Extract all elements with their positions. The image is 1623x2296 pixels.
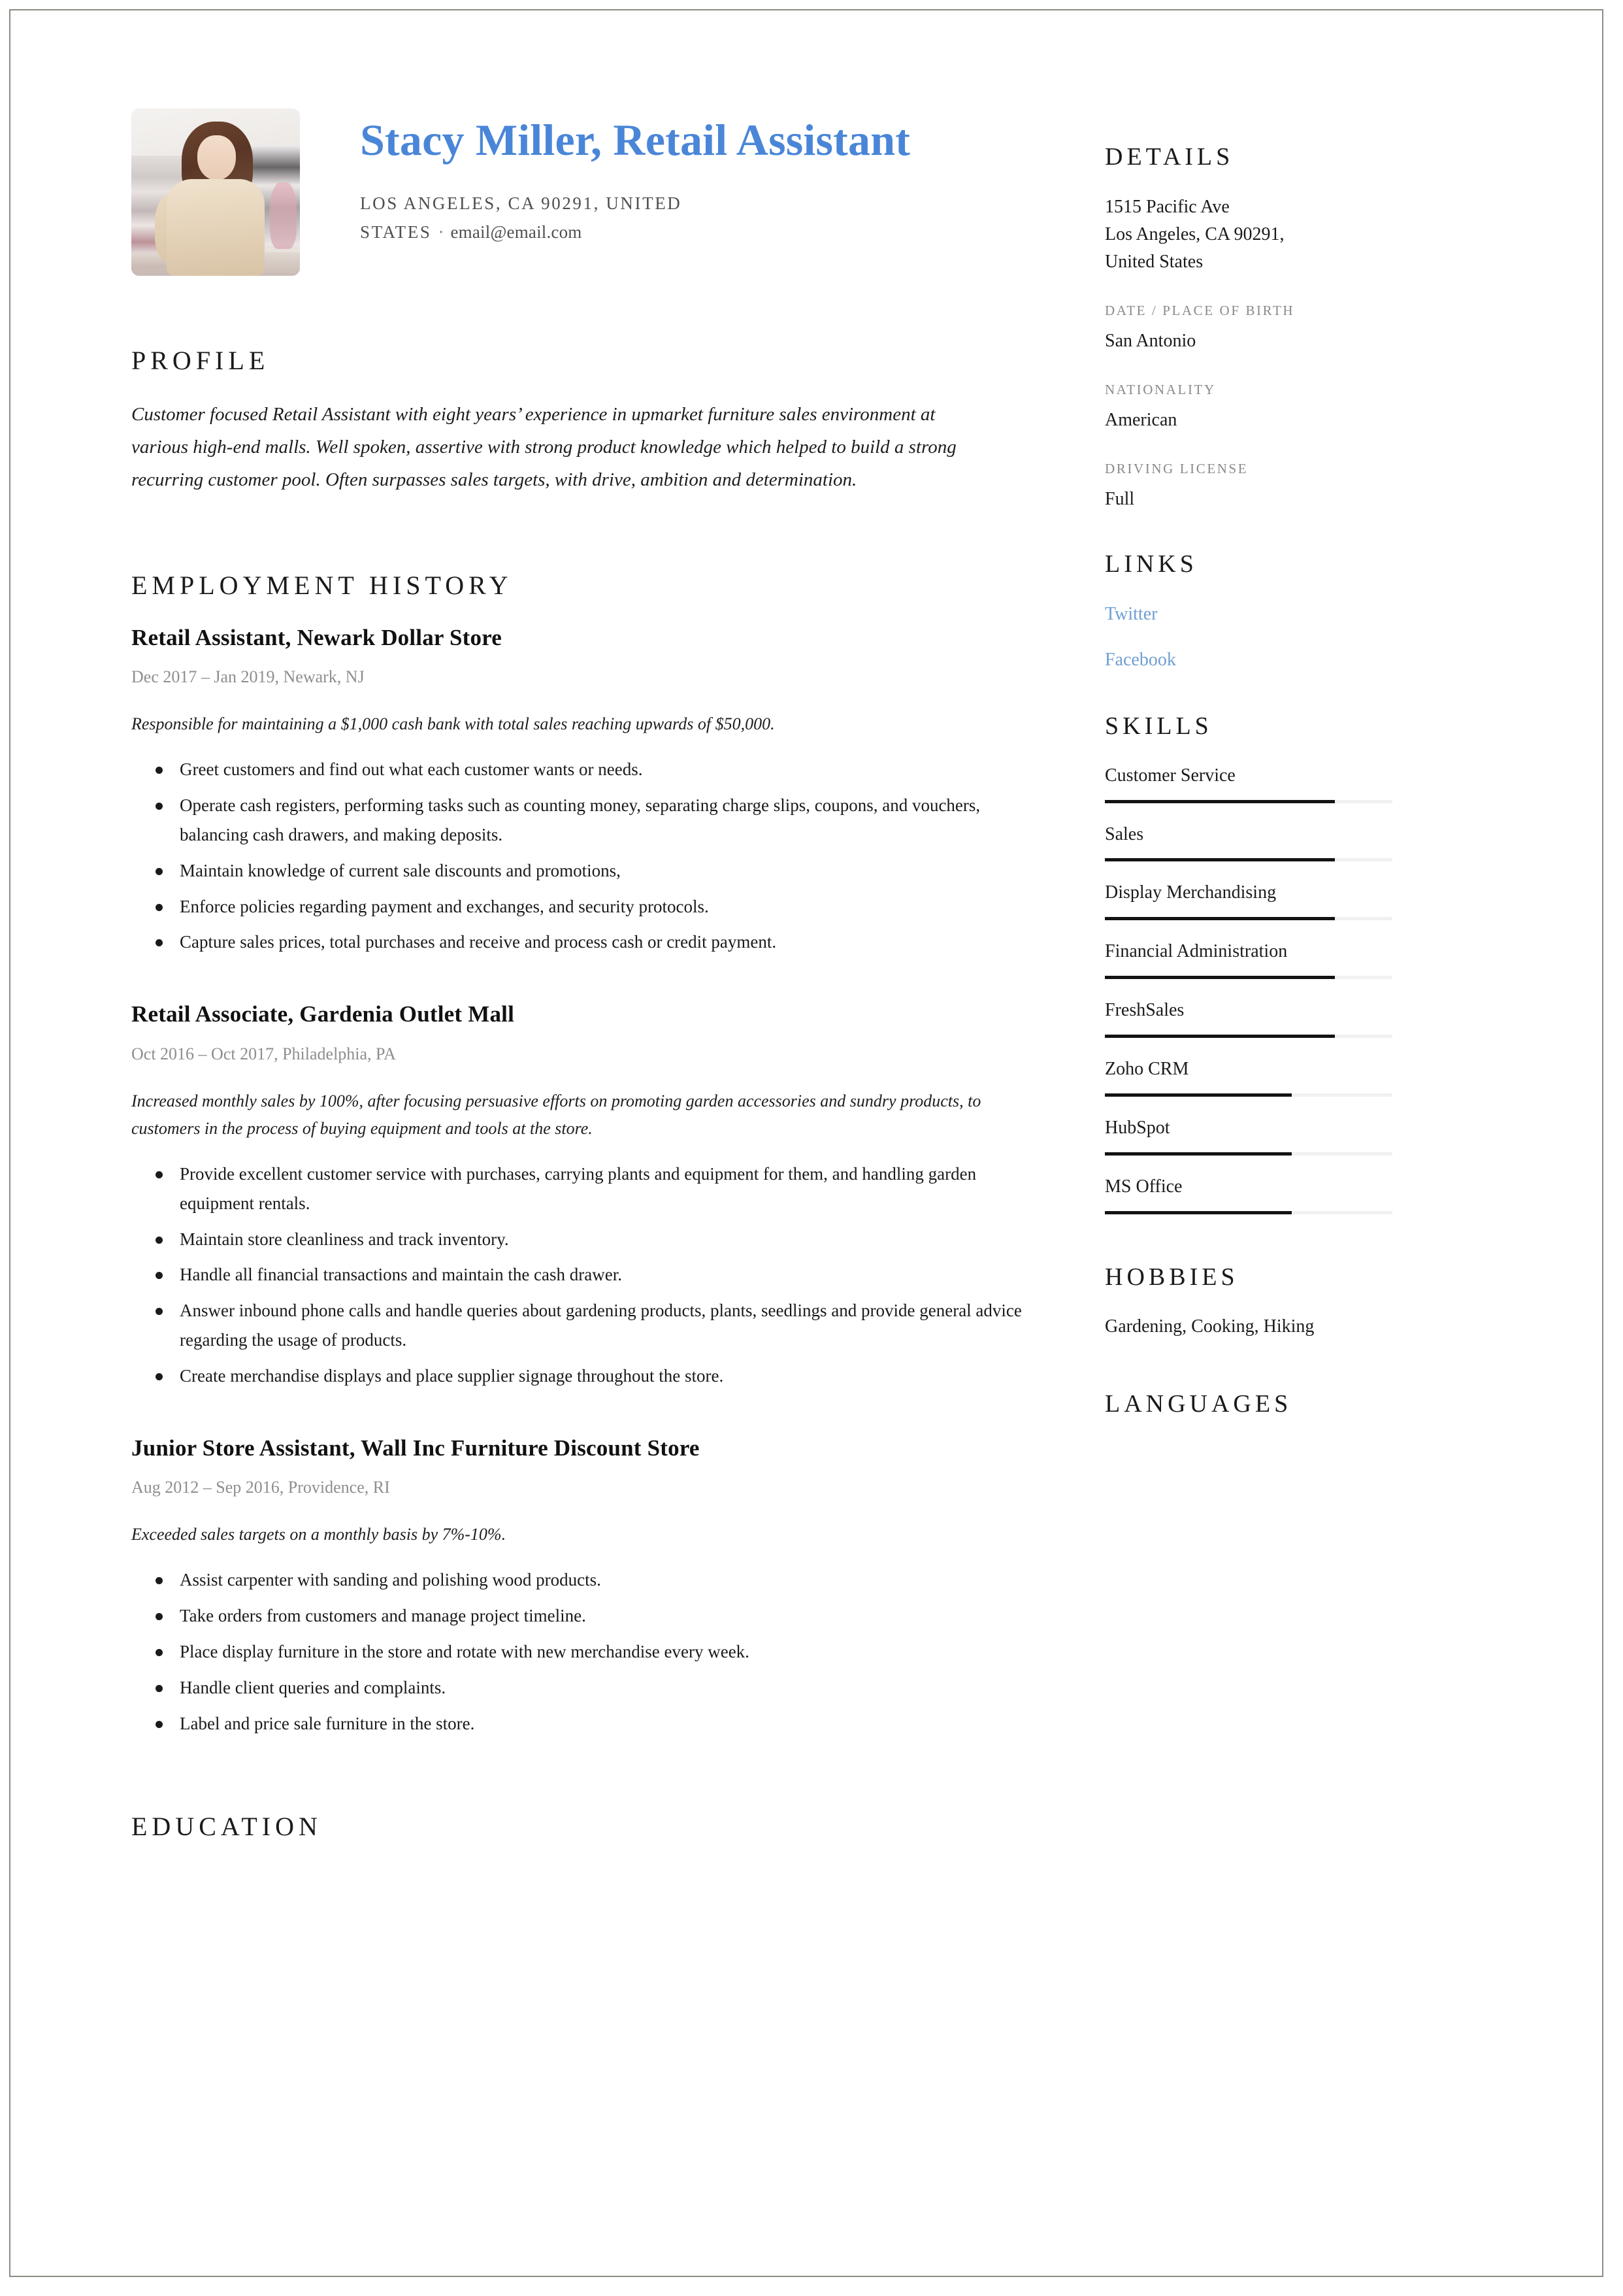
job-title: Retail Associate, Gardenia Outlet Mall	[131, 1001, 514, 1027]
list-item: Label and price sale furniture in the store.	[178, 1709, 1026, 1739]
job-summary: Increased monthly sales by 100%, after focusing persuasive efforts on promoting garden accessories and sundry products, to customers in the process of buying equipment and tools at the store.	[131, 1091, 981, 1138]
skill-rating-fill	[1105, 1152, 1292, 1156]
main-column	[131, 108, 1105, 1865]
job-bullet-list	[131, 1159, 1026, 1391]
photo-mannequin	[270, 182, 297, 249]
skill-rating-track	[1105, 1035, 1392, 1038]
skill-item	[1105, 1056, 1392, 1097]
nationality-value: American	[1105, 410, 1177, 431]
job-meta: Aug 2012 – Sep 2016, Providence, RI	[131, 1478, 390, 1497]
employment-section	[131, 570, 1026, 1739]
skill-rating-fill	[1105, 1035, 1335, 1038]
skill-rating-fill	[1105, 858, 1335, 861]
detail-driving-license	[1105, 460, 1392, 513]
profile-section	[131, 345, 1026, 497]
links-heading: LINKS	[1105, 550, 1198, 578]
link-twitter[interactable]: Twitter	[1105, 604, 1158, 625]
skill-rating-track	[1105, 800, 1392, 803]
address-line-2: Los Angeles, CA 90291,	[1105, 224, 1285, 244]
link-facebook[interactable]: Facebook	[1105, 650, 1176, 671]
skill-rating-fill	[1105, 976, 1335, 979]
profile-photo	[131, 108, 300, 276]
list-item: Provide excellent customer service with purchases, carrying plants and equipment for them, and handling garden equipment rentals.	[178, 1159, 1026, 1218]
list-item: Handle all financial transactions and maintain the cash drawer.	[178, 1260, 1026, 1289]
job-bullet-list	[131, 755, 1026, 957]
skill-name: FreshSales	[1105, 1000, 1185, 1021]
list-item: Create merchandise displays and place supplier signage throughout the store.	[178, 1361, 1026, 1391]
skill-item	[1105, 997, 1392, 1038]
contact-email[interactable]: email@email.com	[450, 222, 582, 242]
skill-rating-track	[1105, 917, 1392, 920]
list-item: Enforce policies regarding payment and exchanges, and security protocols.	[178, 892, 1026, 922]
skill-name: Sales	[1105, 824, 1144, 844]
list-item: Capture sales prices, total purchases and receive and process cash or credit payment.	[178, 927, 1026, 957]
job-meta: Oct 2016 – Oct 2017, Philadelphia, PA	[131, 1044, 396, 1063]
skills-section	[1105, 712, 1392, 1214]
hobbies-section	[1105, 1263, 1392, 1341]
resume-header	[131, 108, 1026, 276]
details-section	[1105, 142, 1392, 513]
list-item: Answer inbound phone calls and handle queries about gardening products, plants, seedlings and provide general advice regarding the usage of products.	[178, 1296, 1026, 1355]
list-item: Operate cash registers, performing tasks such as counting money, separating charge slips, coupons, and vouchers, balancing cash drawers, and making deposits.	[178, 791, 1026, 850]
skill-name: Zoho CRM	[1105, 1059, 1189, 1080]
skill-item	[1105, 763, 1392, 803]
job-meta: Dec 2017 – Jan 2019, Newark, NJ	[131, 667, 365, 687]
job-bullet-list	[131, 1565, 1026, 1738]
skill-rating-track	[1105, 1211, 1392, 1214]
page-title: Stacy Miller, Retail Assistant	[360, 115, 911, 165]
employment-heading: EMPLOYMENT HISTORY	[131, 570, 513, 600]
list-item: Place display furniture in the store and rotate with new merchandise every week.	[178, 1637, 1026, 1667]
photo-face	[197, 135, 236, 180]
skills-heading: SKILLS	[1105, 712, 1213, 740]
languages-heading: LANGUAGES	[1105, 1389, 1292, 1418]
license-label: DRIVING LICENSE	[1105, 461, 1249, 477]
employment-entry	[131, 624, 1026, 957]
job-summary: Exceeded sales targets on a monthly basis by 7%-10%.	[131, 1525, 506, 1544]
job-summary: Responsible for maintaining a $1,000 cash bank with total sales reaching upwards of $50,000.	[131, 714, 775, 734]
list-item: Maintain knowledge of current sale discounts and promotions,	[178, 856, 1026, 886]
profile-text: Customer focused Retail Assistant with eight years’ experience in upmarket furniture sales environment at various high-end malls. Well spoken, assertive with strong product knowledge which helped to build a strong recurring customer pool. Often surpasses sales targets, with drive, ambition and determination.	[131, 404, 957, 490]
skill-name: HubSpot	[1105, 1117, 1170, 1138]
address-line-3: United States	[1105, 251, 1204, 272]
skill-name: Financial Administration	[1105, 941, 1288, 962]
address-line-1: 1515 Pacific Ave	[1105, 196, 1230, 217]
employment-entry	[131, 1434, 1026, 1739]
list-item: Assist carpenter with sanding and polishing wood products.	[178, 1565, 1026, 1595]
contact-address: LOS ANGELES, CA 90291, UNITED	[360, 193, 682, 214]
resume-page	[9, 9, 1603, 2277]
list-item: Greet customers and find out what each customer wants or needs.	[178, 755, 1026, 784]
profile-heading: PROFILE	[131, 346, 270, 375]
contact-address-cont: STATES	[360, 222, 432, 242]
skill-name: Customer Service	[1105, 765, 1236, 786]
skill-name: MS Office	[1105, 1176, 1183, 1197]
job-title: Junior Store Assistant, Wall Inc Furniture Discount Store	[131, 1435, 700, 1461]
links-section	[1105, 550, 1392, 674]
contact-separator: ·	[438, 222, 444, 242]
skill-rating-fill	[1105, 1211, 1292, 1214]
education-heading: EDUCATION	[131, 1812, 322, 1842]
sidebar-column	[1105, 108, 1392, 1440]
education-section	[131, 1811, 1026, 1842]
skill-name: Display Merchandising	[1105, 882, 1277, 903]
nationality-label: NATIONALITY	[1105, 381, 1216, 397]
details-heading: DETAILS	[1105, 143, 1234, 171]
hobbies-text: Gardening, Cooking, Hiking	[1105, 1316, 1315, 1337]
skill-item	[1105, 1115, 1392, 1156]
hobbies-heading: HOBBIES	[1105, 1263, 1239, 1291]
employment-entry	[131, 1000, 1026, 1390]
skill-rating-track	[1105, 1152, 1392, 1156]
list-item: Handle client queries and complaints.	[178, 1673, 1026, 1703]
job-title: Retail Assistant, Newark Dollar Store	[131, 624, 502, 650]
skill-item	[1105, 822, 1392, 862]
skill-item	[1105, 1174, 1392, 1214]
skill-item	[1105, 880, 1392, 920]
list-item: Take orders from customers and manage project timeline.	[178, 1601, 1026, 1631]
skill-rating-fill	[1105, 800, 1335, 803]
skill-rating-track	[1105, 858, 1392, 861]
skill-item	[1105, 939, 1392, 979]
birth-value: San Antonio	[1105, 330, 1196, 351]
photo-body	[167, 179, 265, 276]
skill-rating-fill	[1105, 917, 1335, 920]
birth-label: DATE / PLACE OF BIRTH	[1105, 302, 1295, 318]
skill-rating-track	[1105, 1093, 1392, 1097]
license-value: Full	[1105, 489, 1135, 510]
detail-birth	[1105, 302, 1392, 355]
skill-rating-track	[1105, 976, 1392, 979]
detail-nationality	[1105, 381, 1392, 434]
contact-line	[360, 190, 778, 246]
list-item: Maintain store cleanliness and track inventory.	[178, 1225, 1026, 1254]
detail-address	[1105, 193, 1392, 276]
languages-section	[1105, 1389, 1392, 1420]
skill-rating-fill	[1105, 1093, 1292, 1097]
